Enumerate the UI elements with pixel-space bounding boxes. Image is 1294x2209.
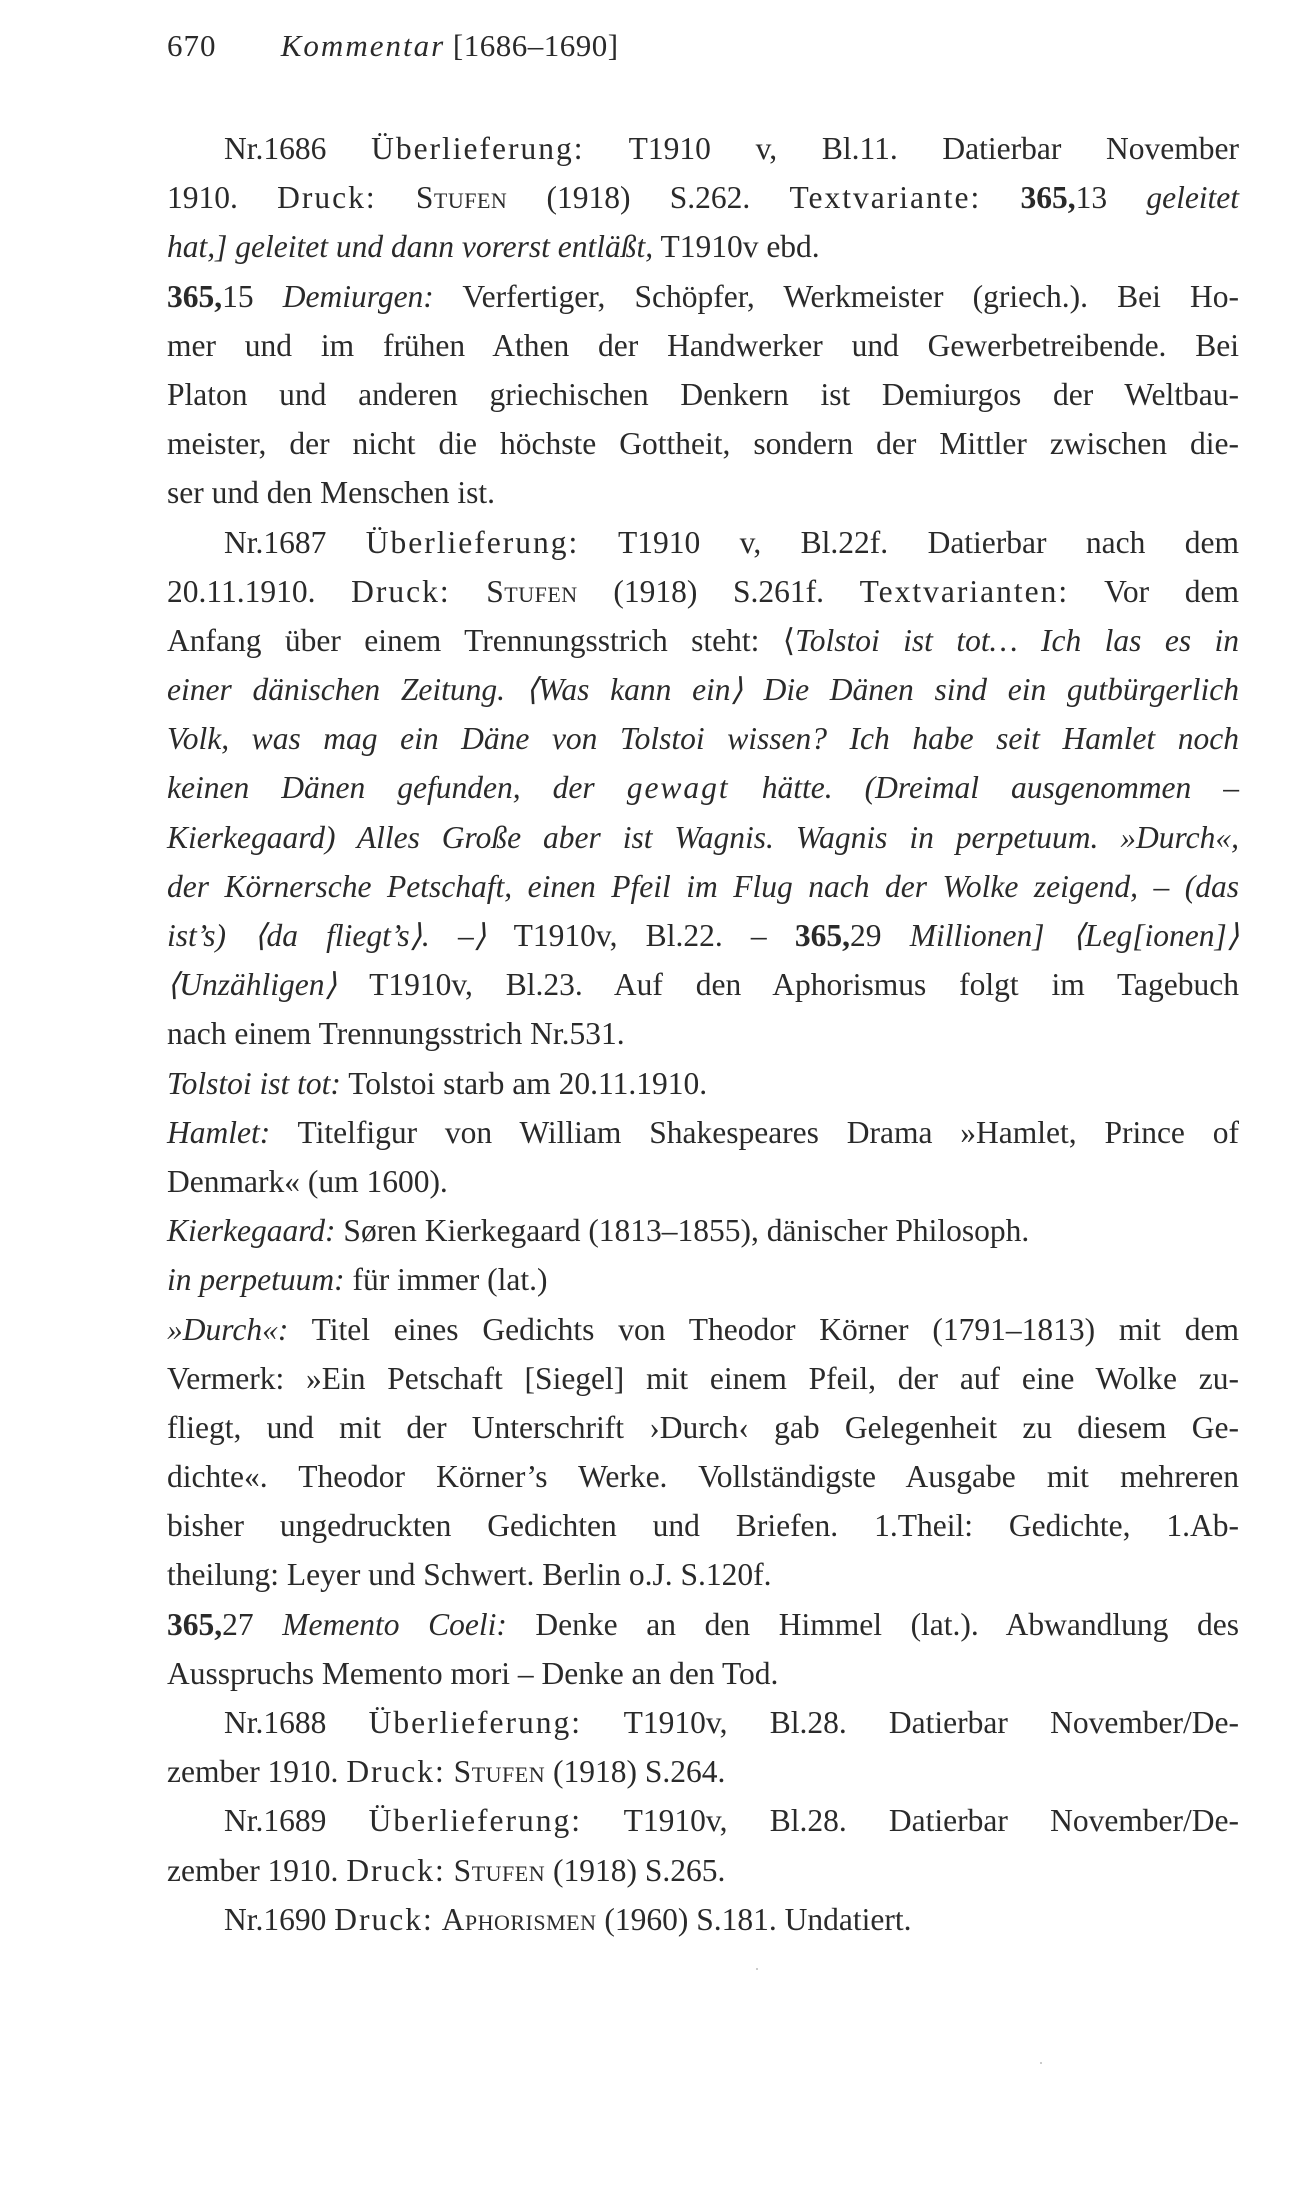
text-run: Nr.1688: [224, 1705, 369, 1740]
text-run: (1960) S.181. Undatiert.: [596, 1901, 912, 1937]
page-number: 670: [167, 28, 217, 63]
text-line: [167, 1157, 1239, 1206]
edition-siglum: Stufen: [453, 1852, 546, 1888]
text-line: [167, 1550, 1239, 1599]
text-line: [167, 1059, 1239, 1108]
section-label: Druck:: [277, 180, 377, 216]
lemma-text: der Körnersche Petschaft, einen Pfeil im Flug nach der Wolke zeigend, – (das: [167, 868, 1239, 904]
text-line: [167, 1501, 1239, 1550]
section-label: Textvariante:: [789, 180, 982, 216]
section-label: Druck:: [346, 1852, 446, 1888]
text-run: Denke an den Himmel (lat.). Abwandlung des: [506, 1606, 1240, 1642]
section-label: Druck:: [351, 573, 451, 609]
text-run: [446, 1754, 454, 1789]
text-run: Søren Kierkegaard (1813–1855), dänischer Philosoph.: [335, 1213, 1030, 1249]
text-run: (1918) S.262.: [507, 180, 790, 216]
text-run: Verfertiger, Schöpfer, Werkmeister (griech.). Bei Ho-: [433, 278, 1240, 314]
lemma-text: Tolstoi ist tot… Ich las es in: [795, 622, 1239, 658]
lemma-text: Kierkegaard) Alles Große aber ist Wagnis. Wagnis in perpetuum. »Durch«,: [167, 819, 1239, 855]
lemma-text: Demiurgen:: [282, 278, 434, 314]
text-run: für immer (lat.): [344, 1262, 548, 1298]
text-line: [167, 960, 1239, 1009]
text-line: [167, 272, 1239, 321]
text-run: dichte«. Theodor Körner’s Werke. Vollständigste Ausgabe mit mehreren: [167, 1459, 1239, 1495]
text-line: [167, 1305, 1239, 1354]
text-line: [167, 1747, 1239, 1796]
line-reference: 365,: [167, 278, 223, 314]
edition-siglum: Stufen: [486, 573, 578, 609]
lemma-text: »Durch«:: [167, 1311, 289, 1347]
text-line: [167, 321, 1239, 370]
text-line: [167, 911, 1239, 960]
lemma-text: hat,] geleitet und dann vorerst entläßt,: [167, 229, 654, 265]
text-line: [167, 862, 1239, 911]
section-label: Druck:: [346, 1754, 446, 1790]
text-line: [167, 1698, 1239, 1747]
text-run: [434, 1902, 442, 1937]
lemma-text: ⟨Unzähligen⟩: [167, 967, 337, 1003]
text-run: 1910.: [167, 180, 278, 216]
text-run: bisher ungedruckten Gedichten und Briefen. 1.Theil: Gedichte, 1.Ab-: [167, 1508, 1239, 1544]
text-line: [167, 1009, 1239, 1058]
lemma-text: Hamlet:: [167, 1114, 271, 1150]
edition-siglum: Stufen: [453, 1754, 546, 1790]
text-line: [167, 1895, 1239, 1944]
text-line: [167, 1649, 1239, 1698]
text-run: 15: [222, 278, 283, 314]
lemma-text: hätte. (Dreimal ausgenommen –: [729, 770, 1239, 806]
text-run: 27: [222, 1606, 283, 1642]
lemma-text: Tolstoi ist tot:: [167, 1065, 341, 1101]
text-line: [167, 1354, 1239, 1403]
running-title: Kommentar: [280, 28, 446, 63]
lemma-text: Kierkegaard:: [167, 1213, 336, 1249]
text-line: [167, 518, 1239, 567]
text-run: T1910v, Bl.22. –: [486, 918, 795, 953]
text-line: [167, 1452, 1239, 1501]
text-run: [377, 180, 416, 215]
scan-speck: [756, 1968, 758, 1970]
text-run: fliegt, und mit der Unterschrift ›Durch‹ gab Gelegenheit zu diesem Ge-: [167, 1409, 1239, 1445]
text-run: theilung: Leyer und Schwert. Berlin o.J. S.120f.: [167, 1557, 772, 1593]
text-run: Vor dem: [1069, 573, 1239, 609]
text-run: (1918) S.264.: [545, 1754, 726, 1790]
section-label: Druck:: [334, 1901, 434, 1937]
edition-siglum: Aphorismen: [441, 1901, 597, 1937]
text-run: (1918) S.261f.: [577, 573, 860, 609]
text-line: [167, 714, 1239, 763]
text-run: [446, 1853, 454, 1888]
text-run: T1910 v, Bl.11. Datierbar November: [584, 131, 1239, 166]
text-run: T1910v, Bl.28. Datierbar November/De-: [582, 1705, 1239, 1740]
text-run: T1910v, Bl.23. Auf den Aphorismus folgt im Tagebuch: [336, 967, 1239, 1003]
text-line: [167, 567, 1239, 616]
text-line: [167, 1846, 1239, 1895]
lemma-text: einer dänischen Zeitung. ⟨Was kann ein⟩ Die Dänen sind ein gutbürgerlich: [167, 672, 1239, 708]
running-title-range: [1686–1690]: [452, 28, 619, 63]
text-run: nach einem Trennungsstrich Nr.531.: [167, 1016, 625, 1052]
lemma-text: geleitet: [1146, 180, 1240, 216]
lemma-text: in perpetuum:: [167, 1262, 345, 1298]
text-run: Nr.1687: [224, 524, 366, 560]
text-line: [167, 1403, 1239, 1452]
section-label: Überlieferung:: [371, 131, 585, 166]
text-line: [167, 370, 1239, 419]
text-run: Platon und anderen griechischen Denkern ist Demiurgos der Weltbau-: [167, 376, 1239, 412]
text-run: Anfang über einem Trennungsstrich steht: ⟨: [167, 622, 796, 658]
section-label: Überlieferung:: [368, 1803, 583, 1839]
text-line: [167, 124, 1239, 173]
running-head: [167, 26, 619, 66]
text-run: [451, 574, 487, 609]
commentary-body: [167, 124, 1239, 1944]
text-run: Denmark« (um 1600).: [167, 1163, 448, 1199]
section-label: Textvarianten:: [859, 573, 1070, 609]
lemma-text: gewagt: [626, 770, 730, 806]
text-line: [167, 1206, 1239, 1255]
section-label: Überlieferung:: [368, 1705, 583, 1740]
text-run: meister, der nicht die höchste Gottheit, sondern der Mittler zwischen die-: [167, 426, 1239, 462]
text-run: Vermerk: »Ein Petschaft [Siegel] mit einem Pfeil, der auf eine Wolke zu-: [167, 1360, 1239, 1396]
section-label: Überlieferung:: [365, 524, 580, 560]
lemma-text: ist’s) ⟨da fliegt’s⟩. –⟩: [167, 918, 486, 953]
text-line: [167, 813, 1239, 862]
text-line: [167, 419, 1239, 468]
text-line: [167, 173, 1239, 222]
text-run: 13: [1075, 180, 1147, 216]
text-line: [167, 468, 1239, 517]
lemma-text: Volk, was mag ein Däne von Tolstoi wissen? Ich habe seit Hamlet noch: [167, 721, 1239, 757]
text-line: [167, 665, 1239, 714]
text-run: ser und den Menschen ist.: [167, 475, 496, 511]
line-reference: 365,: [794, 918, 850, 953]
text-run: T1910v ebd.: [653, 229, 820, 265]
text-run: T1910 v, Bl.22f. Datierbar nach dem: [579, 524, 1240, 560]
text-run: T1910v, Bl.28. Datierbar November/De-: [582, 1803, 1239, 1839]
line-reference: 365,: [167, 1606, 223, 1642]
text-run: 29: [850, 918, 910, 953]
lemma-text: Memento Coeli:: [282, 1606, 507, 1642]
text-line: [167, 763, 1239, 812]
text-run: Titelfigur von William Shakespeares Drama »Hamlet, Prince of: [270, 1114, 1239, 1150]
text-run: mer und im frühen Athen der Handwerker und Gewerbetreibende. Bei: [167, 327, 1239, 363]
text-line: [167, 1255, 1239, 1304]
lemma-text: Millionen] ⟨Leg[ionen]⟩: [909, 918, 1239, 953]
text-line: [167, 222, 1239, 271]
text-run: Tolstoi starb am 20.11.1910.: [340, 1065, 708, 1101]
text-run: Nr.1686: [224, 131, 372, 166]
text-line: [167, 1600, 1239, 1649]
text-run: Ausspruchs Memento mori – Denke an den Tod.: [167, 1655, 779, 1691]
text-run: zember 1910.: [167, 1754, 347, 1790]
text-run: Nr.1690: [224, 1901, 335, 1937]
edition-siglum: Stufen: [415, 180, 508, 216]
text-run: 20.11.1910.: [167, 573, 352, 609]
text-line: [167, 1796, 1239, 1845]
text-run: [981, 180, 1020, 215]
text-run: (1918) S.265.: [545, 1852, 726, 1888]
text-line: [167, 616, 1239, 665]
text-run: zember 1910.: [167, 1852, 347, 1888]
lemma-text: keinen Dänen gefunden, der: [167, 770, 627, 806]
text-run: Titel eines Gedichts von Theodor Körner (1791–1813) mit dem: [288, 1311, 1239, 1347]
line-reference: 365,: [1020, 180, 1076, 216]
text-run: Nr.1689: [224, 1803, 369, 1839]
scan-speck: [1040, 2062, 1042, 2064]
text-line: [167, 1108, 1239, 1157]
